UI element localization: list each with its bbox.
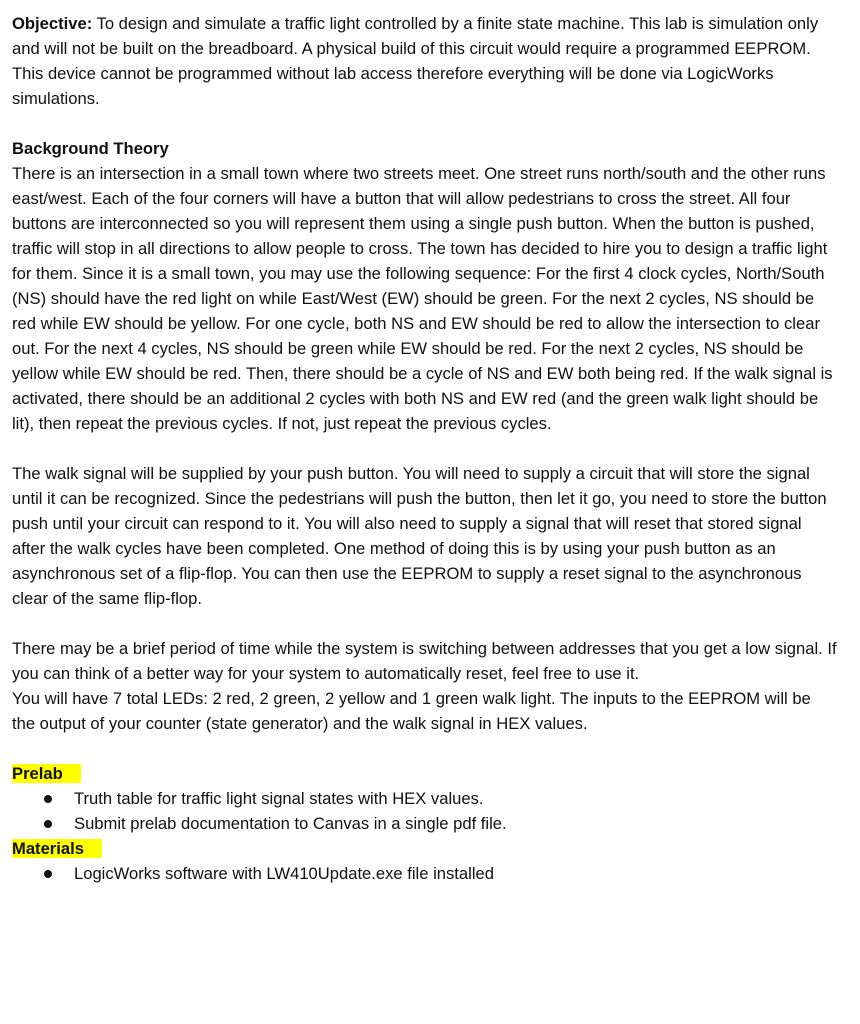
materials-heading bbox=[12, 836, 838, 861]
materials-heading-highlight: Materials bbox=[12, 839, 102, 858]
prelab-heading bbox=[12, 761, 838, 786]
prelab-item-text: Submit prelab documentation to Canvas in a single pdf file. bbox=[74, 814, 507, 833]
background-theory-heading: Background Theory bbox=[12, 139, 169, 158]
bullet-icon bbox=[44, 820, 52, 828]
document-page bbox=[12, 11, 838, 886]
objective-text: To design and simulate a traffic light controlled by a finite state machine. This lab is simulation only and will not be built on the breadboard. A physical build of this circuit would require a programmed EEPROM. This device cannot be programmed without lab access therefore everything will be done via LogicWorks simulations. bbox=[12, 14, 819, 108]
objective-label: Objective: bbox=[12, 14, 93, 33]
materials-item-text: LogicWorks software with LW410Update.exe file installed bbox=[74, 864, 494, 883]
materials-list bbox=[12, 861, 838, 886]
background-paragraph-4: You will have 7 total LEDs: 2 red, 2 green, 2 yellow and 1 green walk light. The inputs to the EEPROM will be the output of your counter (state generator) and the walk signal in HEX values. bbox=[12, 689, 811, 733]
bullet-icon bbox=[44, 795, 52, 803]
bullet-icon bbox=[44, 870, 52, 878]
list-item bbox=[12, 786, 838, 811]
prelab-list bbox=[12, 786, 838, 836]
prelab-heading-highlight: Prelab bbox=[12, 764, 81, 783]
list-item bbox=[12, 861, 838, 886]
background-paragraph-2: The walk signal will be supplied by your push button. You will need to supply a circuit that will store the signal until it can be recognized. Since the pedestrians will push the button, then let it go, you need to store the button push until your circuit can respond to it. You will also need to supply a signal that will reset that stored signal after the walk cycles have been completed. One method of doing this is by using your push button as an asynchronous set of a flip-flop. You can then use the EEPROM to supply a reset signal to the asynchronous clear of the same flip-flop. bbox=[12, 464, 827, 608]
objective-paragraph bbox=[12, 11, 838, 111]
prelab-item-text: Truth table for traffic light signal states with HEX values. bbox=[74, 789, 484, 808]
list-item bbox=[12, 811, 838, 836]
background-paragraph-1: There is an intersection in a small town where two streets meet. One street runs north/south and the other runs east/west. Each of the four corners will have a button that will allow pedestrians to cross the street. All four buttons are interconnected so you will represent them using a single push button. When the button is pushed, traffic will stop in all directions to allow people to cross. The town has decided to hire you to design a traffic light for them. Since it is a small town, you may use the following sequence: For the first 4 clock cycles, North/South (NS) should have the red light on while East/West (EW) should be green. For the next 2 cycles, NS should be red while EW should be yellow. For one cycle, both NS and EW should be red to allow the intersection to clear out. For the next 4 cycles, NS should be green while EW should be red. For the next 2 cycles, NS should be yellow while EW should be red. Then, there should be a cycle of NS and EW both being red. If the walk signal is activated, there should be an additional 2 cycles with both NS and EW red (and the green walk light should be lit), then repeat the previous cycles. If not, just repeat the previous cycles. bbox=[12, 164, 833, 433]
background-paragraph-3: There may be a brief period of time while the system is switching between addresses that you get a low signal. If you can think of a better way for your system to automatically reset, feel free to use it. bbox=[12, 639, 837, 683]
